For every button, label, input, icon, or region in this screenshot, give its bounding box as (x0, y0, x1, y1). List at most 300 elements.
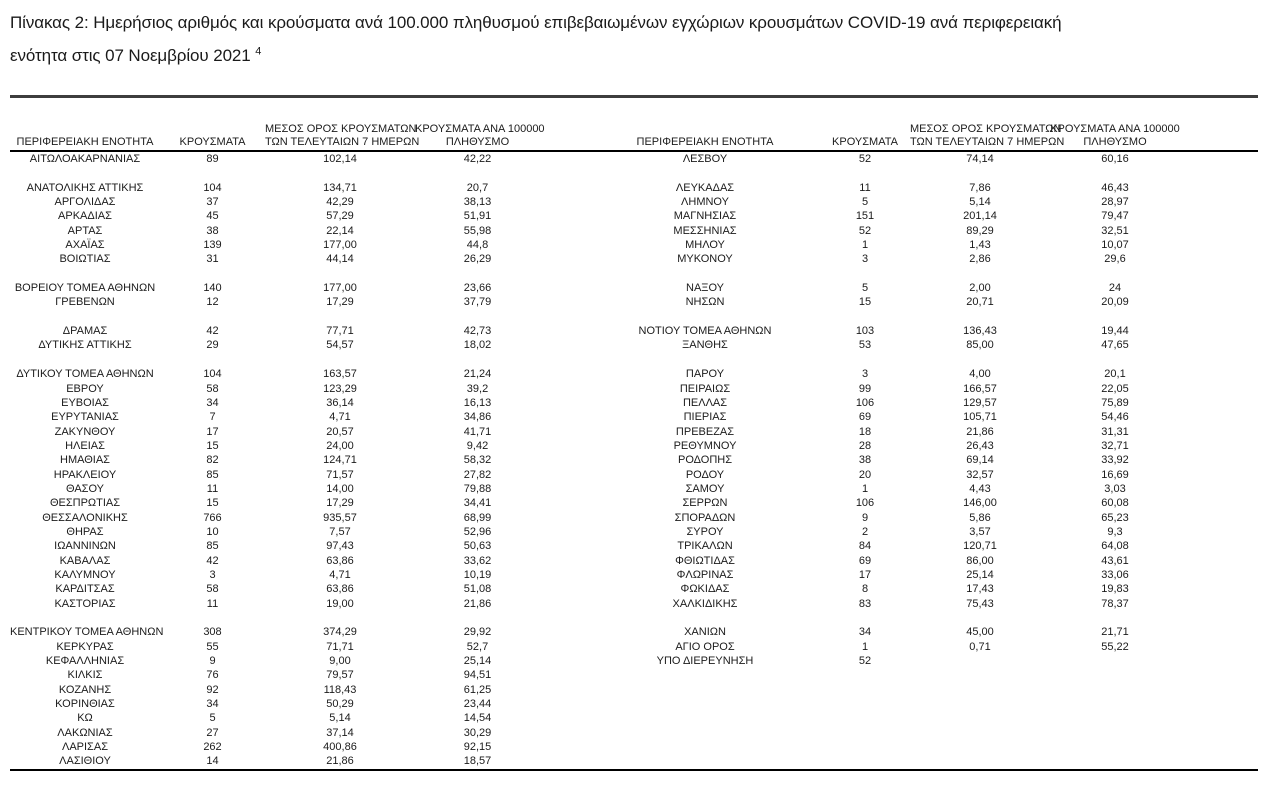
cell-spacer (1180, 166, 1258, 180)
cell-avg7-left: 7,57 (329, 525, 351, 538)
cell-region-left (10, 166, 160, 180)
cell-per100k-right: 10,07 (1101, 239, 1129, 252)
cell-cases-right: 15 (858, 296, 872, 309)
cell-region-right: ΤΡΙΚΑΛΩΝ (677, 540, 733, 553)
cell-region-right (590, 754, 820, 769)
cell-per100k-right: 29,6 (1104, 253, 1126, 266)
cell-per100k-left (415, 166, 540, 180)
cell-spacer (1180, 338, 1258, 352)
cell-spacer (540, 683, 590, 697)
cell-per100k-left: 23,44 (463, 698, 492, 711)
header-per100k-right-line2: ΠΛΗΘΥΣΜΟ (1083, 135, 1147, 148)
cell-spacer (1180, 582, 1258, 596)
cell-per100k-left: 10,19 (463, 568, 492, 581)
cell-region-right: ΣΥΡΟΥ (686, 525, 724, 538)
cell-spacer (1180, 195, 1258, 209)
cell-avg7-left (265, 310, 415, 324)
cell-per100k-right: 65,23 (1101, 511, 1129, 524)
table-row (10, 554, 1258, 568)
cell-cases-left: 262 (203, 741, 222, 754)
cell-spacer (1180, 511, 1258, 525)
table-row (10, 281, 1258, 295)
cell-per100k-left: 55,98 (463, 224, 492, 237)
table-row (10, 726, 1258, 740)
cell-avg7-right (910, 310, 1050, 324)
cell-region-right: ΧΑΛΚΙΔΙΚΗΣ (672, 597, 738, 610)
cell-cases-left: 104 (203, 368, 222, 381)
cell-per100k-right (1050, 740, 1180, 754)
cell-per100k-left: 23,66 (463, 282, 492, 295)
cell-region-right: ΜΕΣΣΗΝΙΑΣ (673, 224, 737, 237)
cell-spacer (540, 281, 590, 295)
cell-spacer (540, 425, 590, 439)
table-caption (10, 6, 1260, 72)
cell-per100k-left: 61,25 (463, 683, 492, 696)
cell-spacer (540, 597, 590, 611)
cell-spacer (1180, 439, 1258, 453)
cell-per100k-right (1050, 754, 1180, 769)
header-per100k-right-line1: ΚΡΟΥΣΜΑΤΑ ΑΝΑ 100000 (1050, 123, 1180, 135)
table-row (10, 382, 1258, 396)
cell-per100k-left: 16,13 (463, 396, 492, 409)
cell-cases-right: 8 (861, 583, 869, 596)
cell-avg7-right: 69,14 (966, 454, 994, 467)
footnote-reference: 4 (255, 45, 262, 58)
cell-avg7-right: 25,14 (966, 568, 994, 581)
cell-avg7-right: 89,29 (966, 224, 994, 237)
cell-per100k-right (1050, 683, 1180, 697)
cell-per100k-right (1050, 668, 1180, 682)
header-cases-left: ΚΡΟΥΣΜΑΤΑ (160, 97, 265, 152)
cell-cases-left: 34 (206, 396, 219, 409)
cell-cases-left: 34 (206, 698, 219, 711)
cell-avg7-left: 14,00 (326, 482, 354, 495)
table-row (10, 195, 1258, 209)
table-row (10, 754, 1258, 769)
cell-avg7-left: 97,43 (326, 540, 354, 553)
cell-cases-right: 52 (858, 153, 872, 165)
cell-spacer (1180, 209, 1258, 223)
cell-region-right (590, 267, 820, 281)
cell-region-left: ΚΟΖΑΝΗΣ (58, 683, 112, 696)
cell-region-left: ΚΑΡΔΙΤΣΑΣ (55, 583, 115, 596)
table-row (10, 582, 1258, 596)
cell-avg7-left: 71,57 (326, 468, 354, 481)
cell-avg7-left: 118,43 (323, 683, 357, 696)
cell-region-right: ΣΑΜΟΥ (685, 482, 725, 495)
cell-avg7-right: 7,86 (969, 181, 991, 194)
cell-cases-right: 28 (858, 439, 872, 452)
header-avg7-right-line2: ΤΩΝ ΤΕΛΕΥΤΑΙΩΝ 7 ΗΜΕΡΩΝ (910, 135, 1065, 148)
cell-per100k-left: 30,29 (463, 726, 492, 739)
cell-avg7-left: 63,86 (326, 554, 354, 567)
cell-cases-right: 11 (859, 181, 871, 194)
cell-avg7-right: 20,71 (966, 296, 994, 309)
cell-spacer (540, 582, 590, 596)
cell-spacer (540, 625, 590, 639)
cell-avg7-right: 26,43 (966, 439, 994, 452)
cell-avg7-right: 146,00 (963, 497, 997, 510)
table-caption-line1: Πίνακας 2: Ημερήσιος αριθμός και κρούσματα ανά 100.000 πληθυσμού επιβεβαιωμένων εγχώριων κρουσμάτων COVID-19 ανά περιφερειακή (10, 13, 1062, 32)
table-row (10, 668, 1258, 682)
cell-spacer (1180, 711, 1258, 725)
cell-avg7-left: 79,57 (326, 669, 354, 682)
cell-per100k-right: 55,22 (1101, 640, 1129, 653)
cell-cases-left: 31 (206, 253, 219, 266)
cell-cases-right (820, 683, 910, 697)
cell-cases-left (160, 267, 265, 281)
cell-avg7-left: 22,14 (326, 224, 354, 237)
cell-cases-right: 3 (861, 253, 869, 266)
cell-spacer (1180, 151, 1258, 166)
cell-avg7-left: 400,86 (323, 741, 357, 754)
cell-cases-right: 69 (858, 554, 872, 567)
cell-region-right: ΛΕΣΒΟΥ (682, 153, 728, 165)
cell-spacer (1180, 281, 1258, 295)
cell-cases-right: 53 (858, 339, 872, 352)
cell-spacer (540, 754, 590, 769)
table-row (10, 468, 1258, 482)
cell-region-right (590, 353, 820, 367)
cell-region-right (590, 166, 820, 180)
cell-region-right: ΝΟΤΙΟΥ ΤΟΜΕΑ ΑΘΗΝΩΝ (638, 325, 772, 338)
cell-per100k-right: 20,09 (1101, 296, 1129, 309)
cell-spacer (540, 151, 590, 166)
cell-cases-right: 103 (855, 325, 875, 338)
cell-avg7-right (910, 611, 1050, 625)
cell-cases-right: 69 (858, 411, 872, 424)
table-row (10, 683, 1258, 697)
cell-cases-right (820, 740, 910, 754)
cell-per100k-right: 32,71 (1101, 439, 1129, 452)
cell-spacer (540, 396, 590, 410)
cell-region-right: ΜΥΚΟΝΟΥ (677, 253, 733, 266)
cell-avg7-right: 75,43 (966, 597, 994, 610)
cell-avg7-right (910, 726, 1050, 740)
cell-region-left (10, 611, 160, 625)
cell-avg7-right: 5,86 (969, 511, 991, 524)
cell-cases-right (820, 611, 910, 625)
cell-cases-left (160, 611, 265, 625)
cell-cases-left: 42 (206, 325, 219, 338)
cell-cases-right (820, 711, 910, 725)
cell-per100k-left: 41,71 (463, 425, 492, 438)
table-row-separator (10, 166, 1258, 180)
cell-region-right: ΦΩΚΙΔΑΣ (680, 583, 730, 596)
cell-per100k-left: 26,29 (463, 253, 492, 266)
cell-spacer (540, 640, 590, 654)
table-row (10, 654, 1258, 668)
cell-per100k-right: 60,08 (1101, 497, 1129, 510)
cell-cases-right: 84 (858, 540, 872, 553)
cell-cases-left: 27 (206, 726, 219, 739)
table-body (10, 151, 1258, 770)
cell-cases-left: 89 (206, 153, 219, 165)
cell-per100k-left: 14,54 (463, 712, 492, 725)
table-row (10, 640, 1258, 654)
cell-per100k-right: 21,71 (1101, 626, 1129, 639)
cell-per100k-right: 33,92 (1101, 454, 1129, 467)
cell-per100k-right: 64,08 (1101, 540, 1129, 553)
cell-region-left: ΚΩ (77, 712, 93, 725)
cell-spacer (1180, 726, 1258, 740)
cell-spacer (1180, 410, 1258, 424)
cell-region-left: ΘΕΣΠΡΩΤΙΑΣ (49, 497, 121, 510)
cell-per100k-right (1050, 654, 1180, 668)
header-spacer (540, 97, 590, 152)
cell-cases-right: 38 (858, 454, 872, 467)
cell-per100k-left: 39,2 (466, 382, 489, 395)
cell-per100k-right: 32,51 (1101, 224, 1129, 237)
cell-avg7-right: 4,00 (969, 368, 991, 381)
cell-per100k-left: 27,82 (463, 468, 492, 481)
cell-region-left: ΚΑΣΤΟΡΙΑΣ (54, 597, 116, 610)
cell-spacer (540, 166, 590, 180)
table-row (10, 224, 1258, 238)
cell-region-right: ΦΘΙΩΤΙΔΑΣ (675, 554, 735, 567)
cell-region-left: ΗΜΑΘΙΑΣ (60, 454, 110, 467)
cell-avg7-right (910, 668, 1050, 682)
cell-per100k-left: 42,22 (463, 153, 492, 165)
cell-spacer (1180, 181, 1258, 195)
cell-region-left: ΘΕΣΣΑΛΟΝΙΚΗΣ (42, 511, 128, 524)
cell-region-right: ΠΡΕΒΕΖΑΣ (675, 425, 735, 438)
cell-per100k-right (1050, 611, 1180, 625)
cell-region-right: ΧΑΝΙΩΝ (684, 626, 726, 639)
table-row (10, 209, 1258, 223)
cell-avg7-left: 17,29 (326, 497, 354, 510)
cell-per100k-left: 18,57 (463, 755, 492, 768)
cell-avg7-left: 4,71 (329, 411, 351, 424)
cell-region-right: ΣΠΟΡΑΔΩΝ (674, 511, 736, 524)
cell-cases-left (160, 310, 265, 324)
cell-cases-left: 5 (209, 712, 216, 725)
cell-spacer (540, 310, 590, 324)
cell-cases-left (160, 166, 265, 180)
cell-per100k-left (415, 310, 540, 324)
cell-avg7-right: 166,57 (963, 382, 997, 395)
cell-region-right: ΡΕΘΥΜΝΟΥ (673, 439, 737, 452)
cell-region-right: ΥΠΟ ΔΙΕΡΕΥΝΗΣΗ (656, 655, 754, 668)
table-row-separator (10, 611, 1258, 625)
cell-avg7-right: 2,86 (969, 253, 991, 266)
cell-per100k-right: 19,44 (1101, 325, 1129, 338)
cell-cases-right (820, 166, 910, 180)
cell-spacer (540, 453, 590, 467)
cell-spacer (1180, 496, 1258, 510)
cell-avg7-right: 45,00 (966, 626, 994, 639)
cell-region-right: ΝΑΞΟΥ (686, 282, 724, 295)
cell-per100k-left: 34,86 (463, 411, 492, 424)
cell-region-left: ΔΥΤΙΚΗΣ ΑΤΤΙΚΗΣ (38, 339, 132, 352)
cell-per100k-right: 3,03 (1104, 482, 1126, 495)
cell-cases-left: 766 (203, 511, 222, 524)
cell-avg7-left: 54,57 (326, 339, 354, 352)
cell-region-left: ΑΝΑΤΟΛΙΚΗΣ ΑΤΤΙΚΗΣ (26, 181, 144, 194)
cell-spacer (540, 711, 590, 725)
header-spacer-right (1180, 97, 1258, 152)
header-region-right: ΠΕΡΙΦΕΡΕΙΑΚΗ ΕΝΟΤΗΤΑ (590, 97, 820, 152)
cell-per100k-left: 42,73 (463, 325, 492, 338)
cell-spacer (540, 238, 590, 252)
table-caption-line2: ενότητα στις 07 Νοεμβρίου 2021 (10, 46, 251, 65)
cell-spacer (1180, 453, 1258, 467)
cell-cases-left: 29 (206, 339, 219, 352)
cell-region-left: ΓΡΕΒΕΝΩΝ (55, 296, 115, 309)
cell-spacer (1180, 468, 1258, 482)
cell-per100k-left: 68,99 (463, 511, 492, 524)
cell-per100k-right: 79,47 (1101, 210, 1129, 223)
cell-avg7-left: 24,00 (326, 439, 354, 452)
cell-avg7-left: 77,71 (326, 325, 354, 338)
cell-region-left: ΚΟΡΙΝΘΙΑΣ (55, 698, 115, 711)
cell-avg7-right (910, 740, 1050, 754)
cell-cases-right: 99 (858, 382, 872, 395)
cell-spacer (1180, 539, 1258, 553)
cell-region-right: ΠΑΡΟΥ (685, 368, 725, 381)
cell-cases-left (160, 353, 265, 367)
cell-spacer (540, 496, 590, 510)
cell-spacer (540, 697, 590, 711)
cell-spacer (540, 181, 590, 195)
cell-avg7-right: 5,14 (969, 196, 991, 209)
cell-avg7-right: 2,00 (969, 282, 991, 295)
cell-avg7-right (910, 754, 1050, 769)
cell-cases-left: 85 (206, 468, 219, 481)
cell-cases-left: 15 (206, 439, 219, 452)
cell-cases-right (820, 754, 910, 769)
cell-avg7-right: 0,71 (969, 640, 991, 653)
cell-per100k-right: 75,89 (1101, 396, 1129, 409)
cell-cases-right: 5 (861, 282, 869, 295)
cell-cases-right: 20 (858, 468, 872, 481)
cell-spacer (1180, 252, 1258, 266)
cell-cases-right (820, 267, 910, 281)
cell-region-right: ΜΑΓΝΗΣΙΑΣ (673, 210, 737, 223)
table-row-separator (10, 310, 1258, 324)
cell-per100k-right: 78,37 (1101, 597, 1129, 610)
cell-region-right (590, 711, 820, 725)
cell-per100k-right: 20,1 (1104, 368, 1126, 381)
cell-region-left (10, 267, 160, 281)
cell-per100k-left: 38,13 (463, 196, 492, 209)
cell-cases-left: 14 (206, 755, 219, 768)
table-row (10, 525, 1258, 539)
table-row (10, 410, 1258, 424)
cell-region-right: ΡΟΔΟΠΗΣ (677, 454, 733, 467)
cell-spacer (1180, 611, 1258, 625)
cell-spacer (540, 353, 590, 367)
cell-cases-right (820, 726, 910, 740)
cell-spacer (540, 740, 590, 754)
cell-per100k-right: 47,65 (1101, 339, 1129, 352)
table-row (10, 238, 1258, 252)
cell-region-left: ΒΟΙΩΤΙΑΣ (59, 253, 111, 266)
header-avg7-right (910, 97, 1065, 152)
cell-cases-left: 7 (209, 411, 216, 424)
cell-region-right (590, 726, 820, 740)
cell-per100k-left: 21,24 (463, 368, 492, 381)
cell-avg7-right: 201,14 (963, 210, 997, 223)
cell-region-left: ΗΛΕΙΑΣ (65, 439, 105, 452)
cell-region-right (590, 697, 820, 711)
cell-cases-left: 17 (206, 425, 219, 438)
cell-spacer (1180, 310, 1258, 324)
table-row (10, 324, 1258, 338)
cell-region-left: ΑΙΤΩΛΟΑΚΑΡΝΑΝΙΑΣ (29, 153, 141, 165)
cell-cases-right: 9 (861, 511, 869, 524)
cell-spacer (540, 410, 590, 424)
cell-region-left: ΚΑΛΥΜΝΟΥ (54, 568, 116, 581)
cell-cases-right: 106 (855, 497, 875, 510)
cell-spacer (1180, 353, 1258, 367)
cell-cases-right (820, 310, 910, 324)
cell-per100k-left: 18,02 (463, 339, 492, 352)
cell-avg7-left: 17,29 (326, 296, 354, 309)
cell-region-right (590, 310, 820, 324)
table-row (10, 396, 1258, 410)
cell-spacer (540, 554, 590, 568)
table-header (10, 97, 1258, 152)
cell-cases-left: 12 (206, 296, 219, 309)
header-region-left: ΠΕΡΙΦΕΡΕΙΑΚΗ ΕΝΟΤΗΤΑ (10, 97, 160, 152)
cell-avg7-left: 57,29 (326, 210, 354, 223)
cell-region-left: ΕΥΡΥΤΑΝΙΑΣ (51, 411, 119, 424)
cell-per100k-right (1050, 353, 1180, 367)
cell-per100k-left: 79,88 (463, 482, 492, 495)
cell-avg7-right: 74,14 (966, 153, 994, 165)
cell-spacer (540, 382, 590, 396)
cell-per100k-right: 43,61 (1101, 554, 1129, 567)
cell-region-right: ΠΙΕΡΙΑΣ (683, 411, 727, 424)
cell-per100k-left: 50,63 (463, 540, 492, 553)
cell-spacer (1180, 267, 1258, 281)
cell-cases-left: 11 (206, 482, 219, 495)
cell-avg7-left: 102,14 (323, 153, 357, 165)
cell-cases-right (820, 668, 910, 682)
cell-cases-left: 45 (206, 210, 219, 223)
table-row (10, 511, 1258, 525)
cell-cases-left: 139 (203, 239, 222, 252)
table-row-separator (10, 267, 1258, 281)
cell-cases-right: 34 (858, 626, 872, 639)
cell-avg7-right: 17,43 (966, 583, 994, 596)
cell-avg7-left: 20,57 (326, 425, 354, 438)
cell-avg7-left: 124,71 (323, 454, 357, 467)
cell-spacer (1180, 697, 1258, 711)
cell-cases-left: 92 (206, 683, 219, 696)
table-row-separator (10, 353, 1258, 367)
cell-region-right: ΛΕΥΚΑΔΑΣ (675, 181, 735, 194)
cell-region-left (10, 310, 160, 324)
cell-spacer (540, 209, 590, 223)
cell-region-left: ΖΑΚΥΝΘΟΥ (54, 425, 116, 438)
cell-cases-left: 104 (203, 181, 222, 194)
cell-cases-left: 85 (206, 540, 219, 553)
cell-per100k-right: 54,46 (1101, 411, 1129, 424)
cell-per100k-left (415, 353, 540, 367)
header-per100k-left (415, 97, 545, 152)
cell-spacer (1180, 654, 1258, 668)
header-avg7-left-line1: ΜΕΣΟΣ ΟΡΟΣ ΚΡΟΥΣΜΑΤΩΝ (265, 123, 417, 135)
cell-avg7-left: 935,57 (323, 511, 357, 524)
cell-spacer (1180, 367, 1258, 381)
cell-region-left: ΙΩΑΝΝΙΝΩΝ (54, 540, 116, 553)
cell-region-right: ΝΗΣΩΝ (685, 296, 725, 309)
cell-spacer (540, 324, 590, 338)
cell-per100k-left: 44,8 (466, 239, 489, 252)
cell-avg7-right (910, 683, 1050, 697)
